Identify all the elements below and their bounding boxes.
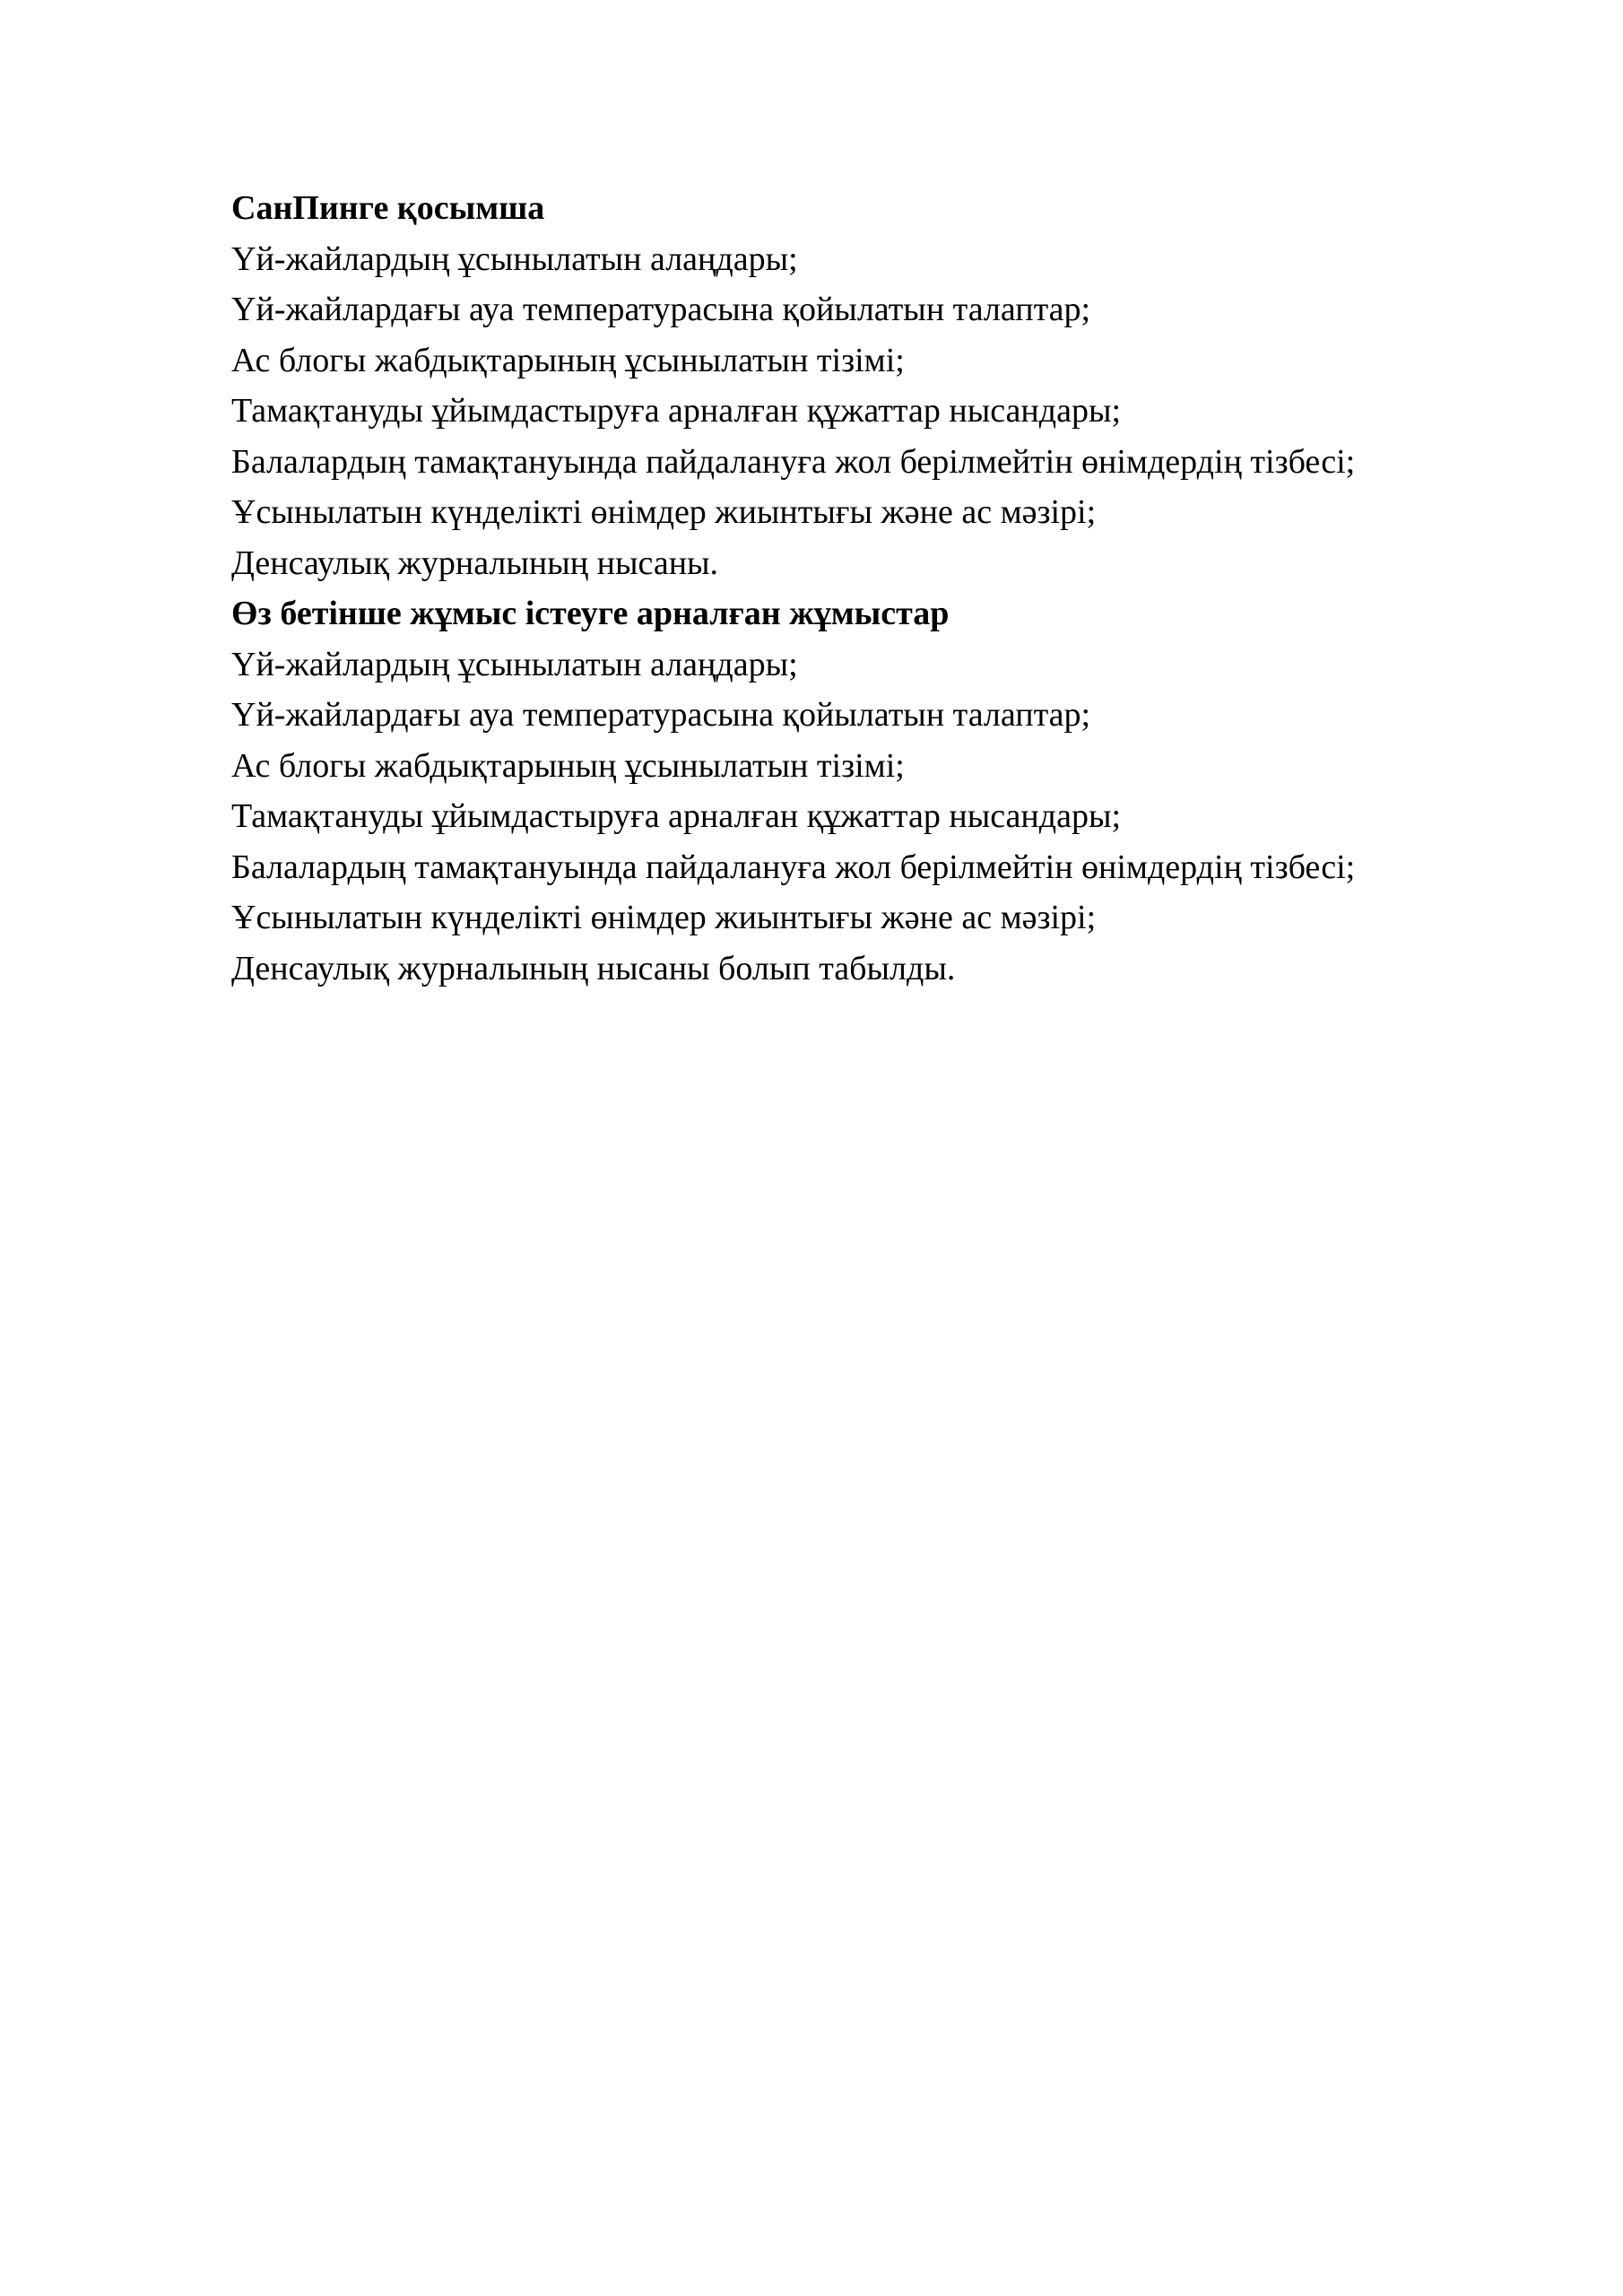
sanpin-item-7: Денсаулық журналының нысаны. [231,544,719,582]
sanpin-item-2: Үй-жайлардағы ауа температурасына қойылатын талаптар; [231,291,1091,328]
self-study-item-5: Балалардың тамақтануында пайдалануға жол берілмейтін өнімдердің тізбесі; [231,848,1356,886]
sanpin-item-1: Үй-жайлардың ұсынылатын алаңдары; [231,239,798,278]
document-page [231,183,1558,994]
self-study-item-2: Үй-жайлардағы ауа температурасына қойылатын талаптар; [231,696,1091,734]
sanpin-item-5: Балалардың тамақтануында пайдалануға жол берілмейтін өнімдердің тізбесі; [231,442,1356,481]
self-study-item-7: Денсаулық журналының нысаны болып табылды. [231,949,956,987]
self-study-item-4: Тамақтануды ұйымдастыруға арналған құжаттар нысандары; [231,797,1122,835]
sanpin-item-3: Ас блогы жабдықтарының ұсынылатын тізімі; [231,341,905,379]
section-heading-self-study: Өз бетінше жұмыс істеуге арналған жұмыстар [231,595,950,632]
self-study-item-3: Ас блогы жабдықтарының ұсынылатын тізімі; [231,746,905,785]
sanpin-item-4: Тамақтануды ұйымдастыруға арналған құжаттар нысандары; [231,392,1122,430]
sanpin-item-6: Ұсынылатын күнделікті өнімдер жиынтығы және ас мәзірі; [231,493,1097,531]
self-study-item-6: Ұсынылатын күнделікті өнімдер жиынтығы және ас мәзірі; [231,899,1097,936]
section-heading-sanpin: СанПинге қосымша [231,189,545,227]
self-study-item-1: Үй-жайлардың ұсынылатын алаңдары; [231,645,798,683]
